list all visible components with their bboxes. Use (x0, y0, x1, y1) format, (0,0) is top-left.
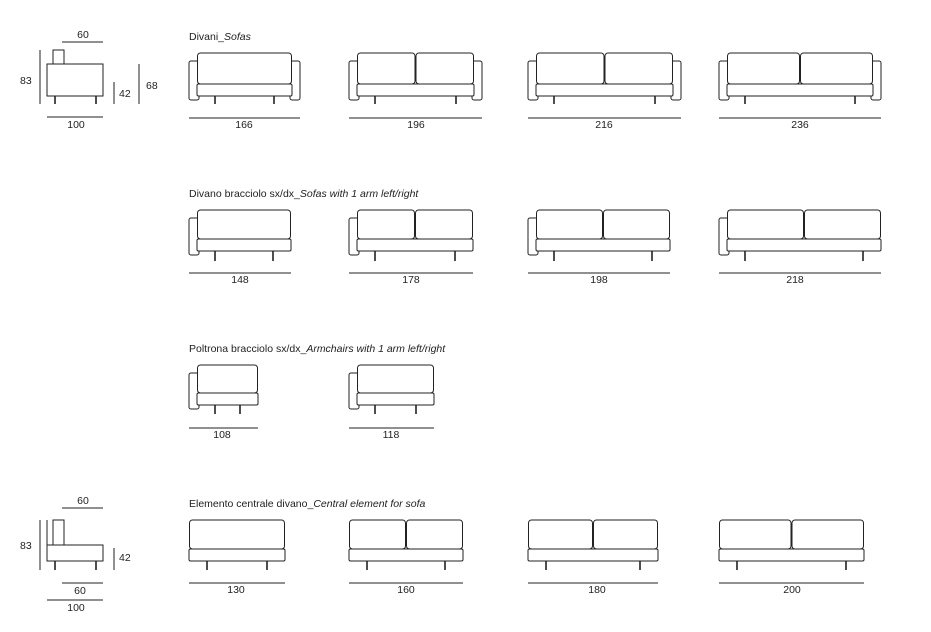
sofa-front-view (528, 210, 670, 273)
sofa-front-view (528, 520, 658, 583)
seat (357, 393, 434, 405)
seat (197, 84, 292, 96)
back-cushion (350, 520, 406, 549)
backrest (53, 520, 64, 546)
seat-height-label: 42 (119, 88, 131, 100)
total-depth-label: 100 (67, 602, 85, 614)
back-cushion (720, 520, 792, 549)
back-cushion (801, 53, 873, 84)
sofa-front-view (189, 365, 258, 428)
width-label: 130 (227, 584, 245, 596)
title-it: Divano bracciolo sx/dx_ (189, 188, 300, 200)
width-label: 160 (397, 584, 415, 596)
seat (727, 84, 873, 96)
top-depth-label: 60 (77, 495, 89, 507)
width-label: 218 (786, 274, 804, 286)
back-cushion (407, 520, 463, 549)
back-cushion (190, 520, 285, 549)
seat-depth-label: 60 (77, 29, 89, 41)
seat-body (47, 545, 103, 561)
back-cushion (358, 365, 434, 393)
section-title-armchairs (189, 343, 445, 355)
back-cushion (594, 520, 658, 549)
back-cushion (537, 53, 605, 84)
seat (536, 239, 670, 251)
seat (528, 549, 658, 561)
back-cushion (537, 210, 603, 239)
section-title-central-element (189, 498, 425, 510)
side-view-sofa (40, 42, 139, 117)
back-cushion (604, 210, 670, 239)
section-title-one-arm-sofas (189, 188, 418, 200)
width-label: 180 (588, 584, 606, 596)
sofa-front-view (528, 53, 681, 118)
back-cushion (416, 53, 474, 84)
total-height-label: 83 (20, 75, 32, 87)
seat (349, 549, 463, 561)
width-label: 236 (791, 119, 809, 131)
width-label: 198 (590, 274, 608, 286)
seat (357, 84, 474, 96)
width-label: 196 (407, 119, 425, 131)
sofa-front-view (719, 210, 881, 273)
seat (197, 239, 291, 251)
width-label: 200 (783, 584, 801, 596)
width-label: 178 (402, 274, 420, 286)
section-title-sofas (189, 31, 251, 43)
width-label: 166 (235, 119, 253, 131)
sofa-body (47, 64, 103, 96)
width-label: 216 (595, 119, 613, 131)
title-en: Armchairs with 1 arm left/right (306, 343, 446, 355)
width-label: 108 (213, 429, 231, 441)
sofa-front-view (349, 365, 434, 428)
back-cushion (605, 53, 673, 84)
total-depth-label: 100 (67, 119, 85, 131)
back-cushion (198, 210, 291, 239)
seat (727, 239, 881, 251)
sofa-front-view (349, 520, 463, 583)
sofa-front-view (189, 520, 285, 583)
back-cushion (792, 520, 864, 549)
back-cushion (805, 210, 881, 239)
sofa-front-view (349, 210, 473, 273)
sofa-front-view (349, 53, 482, 118)
seat (189, 549, 285, 561)
seat (197, 393, 258, 405)
seat (357, 239, 473, 251)
seat-depth-label: 60 (74, 585, 86, 597)
seat (536, 84, 673, 96)
seat (719, 549, 864, 561)
title-en: Central element for sofa (313, 498, 426, 510)
title-it: Divani_ (189, 31, 225, 43)
back-cushion (198, 365, 258, 393)
title-it: Poltrona bracciolo sx/dx_ (189, 343, 307, 355)
back-cushion (728, 53, 800, 84)
back-cushion (198, 53, 292, 84)
sofa-front-view (719, 520, 864, 583)
back-cushion (358, 210, 415, 239)
sofa-front-view (189, 210, 291, 273)
back-cushion (358, 53, 416, 84)
sofa-front-view (189, 53, 300, 118)
title-it: Elemento centrale divano_ (189, 498, 314, 510)
sofa-front-view (719, 53, 881, 118)
back-cushion (529, 520, 593, 549)
width-label: 148 (231, 274, 249, 286)
back-cushion (416, 210, 473, 239)
title-en: Sofas (224, 31, 251, 43)
back-cushion (728, 210, 804, 239)
title-en: Sofas with 1 arm left/right (299, 188, 419, 200)
total-height-label: 83 (20, 540, 32, 552)
seat-height-label: 42 (119, 552, 131, 564)
width-label: 118 (382, 429, 400, 441)
arm-height-label: 68 (146, 80, 158, 92)
